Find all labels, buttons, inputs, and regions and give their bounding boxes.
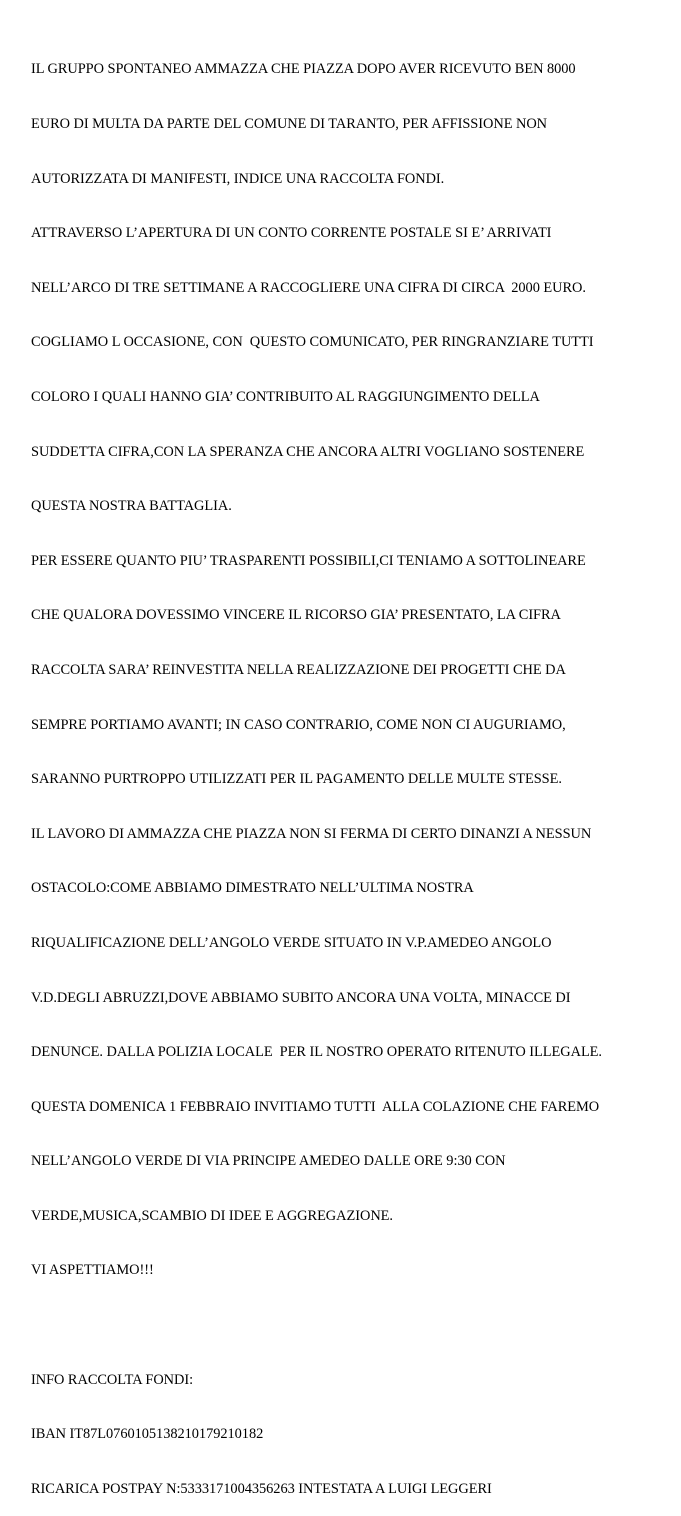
postpay-line: RICARICA POSTPAY N:5333171004356263 INTESTATA A LUIGI LEGGERI xyxy=(31,1480,492,1497)
text-line: AUTORIZZATA DI MANIFESTI, INDICE UNA RACCOLTA FONDI. xyxy=(31,170,445,187)
info-heading: INFO RACCOLTA FONDI: xyxy=(31,1371,194,1388)
text-line: DENUNCE. DALLA POLIZIA LOCALE PER IL NOSTRO OPERATO RITENUTO ILLEGALE. xyxy=(31,1044,602,1061)
text-line: PER ESSERE QUANTO PIU’ TRASPARENTI POSSIBILI,CI TENIAMO A SOTTOLINEARE xyxy=(31,552,586,569)
text-line: ATTRAVERSO L’APERTURA DI UN CONTO CORRENTE POSTALE SI E’ ARRIVATI xyxy=(31,225,552,242)
text-line: EURO DI MULTA DA PARTE DEL COMUNE DI TARANTO, PER AFFISSIONE NON xyxy=(31,116,548,132)
text-line: V.D.DEGLI ABRUZZI,DOVE ABBIAMO SUBITO ANCORA UNA VOLTA, MINACCE DI xyxy=(31,989,571,1006)
text-line: SEMPRE PORTIAMO AVANTI; IN CASO CONTRARIO, COME NON CI AUGURIAMO, xyxy=(31,716,566,733)
text-line: SUDDETTA CIFRA,CON LA SPERANZA CHE ANCORA ALTRI VOGLIANO SOSTENERE xyxy=(31,443,585,460)
text-line: IL GRUPPO SPONTANEO AMMAZZA CHE PIAZZA DOPO AVER RICEVUTO BEN 8000 xyxy=(31,61,576,78)
text-line: VERDE,MUSICA,SCAMBIO DI IDEE E AGGREGAZIONE. xyxy=(31,1207,393,1224)
text-line: COGLIAMO L OCCASIONE, CON QUESTO COMUNICATO, PER RINGRANZIARE TUTTI xyxy=(31,334,594,351)
document-body xyxy=(31,24,676,1516)
text-line: SARANNO PURTROPPO UTILIZZATI PER IL PAGAMENTO DELLE MULTE STESSE. xyxy=(31,771,562,788)
text-line: CHE QUALORA DOVESSIMO VINCERE IL RICORSO GIA’ PRESENTATO, LA CIFRA xyxy=(31,607,561,624)
text-line: QUESTA DOMENICA 1 FEBBRAIO INVITIAMO TUTTI ALLA COLAZIONE CHE FAREMO xyxy=(31,1098,600,1115)
text-line: NELL’ARCO DI TRE SETTIMANE A RACCOGLIERE UNA CIFRA DI CIRCA 2000 EURO. xyxy=(31,279,586,296)
iban-line: IBAN IT87L0760105138210179210182 xyxy=(31,1426,264,1443)
text-line: IL LAVORO DI AMMAZZA CHE PIAZZA NON SI FERMA DI CERTO DINANZI A NESSUN xyxy=(31,825,592,842)
text-line: OSTACOLO:COME ABBIAMO DIMESTRATO NELL’ULTIMA NOSTRA xyxy=(31,880,474,897)
text-line: QUESTA NOSTRA BATTAGLIA. xyxy=(31,498,232,515)
text-line: VI ASPETTIAMO!!! xyxy=(31,1262,154,1279)
text-line: NELL’ANGOLO VERDE DI VIA PRINCIPE AMEDEO DALLE ORE 9:30 CON xyxy=(31,1153,506,1170)
text-line: RIQUALIFICAZIONE DELL’ANGOLO VERDE SITUATO IN V.P.AMEDEO ANGOLO xyxy=(31,934,552,951)
text-line: COLORO I QUALI HANNO GIA’ CONTRIBUITO AL RAGGIUNGIMENTO DELLA xyxy=(31,388,540,405)
blank-line xyxy=(31,1316,676,1334)
text-line: RACCOLTA SARA’ REINVESTITA NELLA REALIZZAZIONE DEI PROGETTI CHE DA xyxy=(31,661,566,678)
